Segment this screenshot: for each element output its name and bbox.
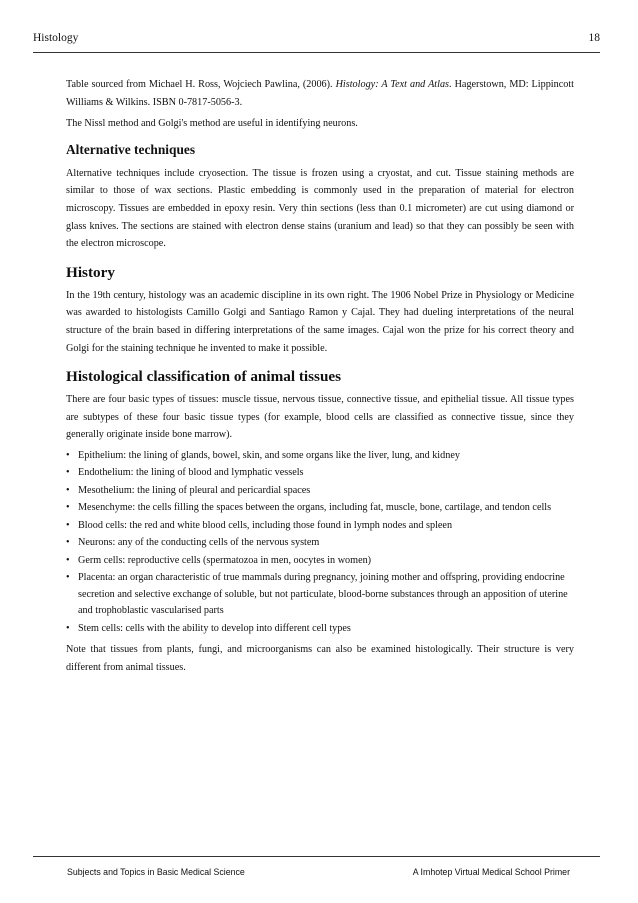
alternative-techniques-text: Alternative techniques include cryosection. The tissue is frozen using a cryostat, and cut. Tissue staining methods are similar to those of wax sections. Plastic embedding is commonly used in the preparation of material for electron microscopy. Tissues are embedded in epoxy resin. Very thin sections (less than 0.1 micrometer) are cut using diamond or glass knives. The sections are stained with electron dense stains (uranium and lead) so that they can possibly be seen with the electron microscope. xyxy=(66,167,574,250)
nissl-note: The Nissl method and Golgi's method are useful in identifying neurons. xyxy=(66,118,358,130)
tissue-type-list xyxy=(66,448,574,638)
source-citation xyxy=(66,76,574,111)
classification-note: Note that tissues from plants, fungi, and microorganisms can also be examined histologically. Their structure is very different from animal tissues. xyxy=(66,644,574,673)
header-title: Histology xyxy=(33,32,79,44)
classification-heading: Histological classification of animal tissues xyxy=(66,368,342,386)
list-item: • Mesenchyme: the cells filling the spaces between the organs, including fat, muscle, bone, cartilage, and tendon cells xyxy=(66,500,574,517)
list-item: • Blood cells: the red and white blood cells, including those found in lymph nodes and spleen xyxy=(66,518,574,535)
history-text: In the 19th century, histology was an academic discipline in its own right. The 1906 Nobel Prize in Physiology or Medicine was awarded to histologists Camillo Golgi and Santiago Ramon y Cajal. They had dueling interpretations of the neural structure of the brain based in differing interpretations of the same images. Cajal won the prize for his correct theory and Golgi for the staining technique he invented to make it possible. xyxy=(66,289,574,354)
list-item: • Epithelium: the lining of glands, bowel, skin, and some organs like the liver, lung, and kidney xyxy=(66,448,574,465)
page-content xyxy=(66,76,574,681)
alternative-techniques-heading: Alternative techniques xyxy=(66,141,196,157)
classification-intro: There are four basic types of tissues: muscle tissue, nervous tissue, connective tissue, and epithelial tissue. All tissue types are subtypes of these four basic tissue types (for example, blood cells are classified as connective tissue, since they generally originate inside bone marrow). xyxy=(66,394,574,441)
citation-prefix: Table sourced from Michael H. Ross, Wojciech Pawlina, (2006). xyxy=(66,79,336,90)
page-number: 18 xyxy=(588,32,600,44)
list-item: • Endothelium: the lining of blood and lymphatic vessels xyxy=(66,465,574,482)
list-item: • Stem cells: cells with the ability to develop into different cell types xyxy=(66,621,574,638)
page-header xyxy=(33,32,600,53)
citation-title: Histology: A Text and Atlas xyxy=(335,79,450,90)
citation-suffix: . Hagerstown, MD: Lippincott Williams & Wilkins. ISBN 0-7817-5056-3. xyxy=(66,79,574,108)
list-item: • Germ cells: reproductive cells (spermatozoa in men, oocytes in women) xyxy=(66,553,574,570)
history-heading: History xyxy=(66,263,115,281)
list-item: • Mesothelium: the lining of pleural and pericardial spaces xyxy=(66,483,574,500)
footer-left: Subjects and Topics in Basic Medical Science xyxy=(67,867,245,877)
list-item: • Neurons: any of the conducting cells of the nervous system xyxy=(66,535,574,552)
page-footer xyxy=(33,856,600,881)
list-item: • Placenta: an organ characteristic of true mammals during pregnancy, joining mother and offspring, providing endocrine secretion and selective exchange of soluble, but not particulate, blood-borne substances through an apposition of uterine and trophoblastic vascularised parts xyxy=(66,570,574,620)
footer-right: A Imhotep Virtual Medical School Primer xyxy=(412,867,570,877)
